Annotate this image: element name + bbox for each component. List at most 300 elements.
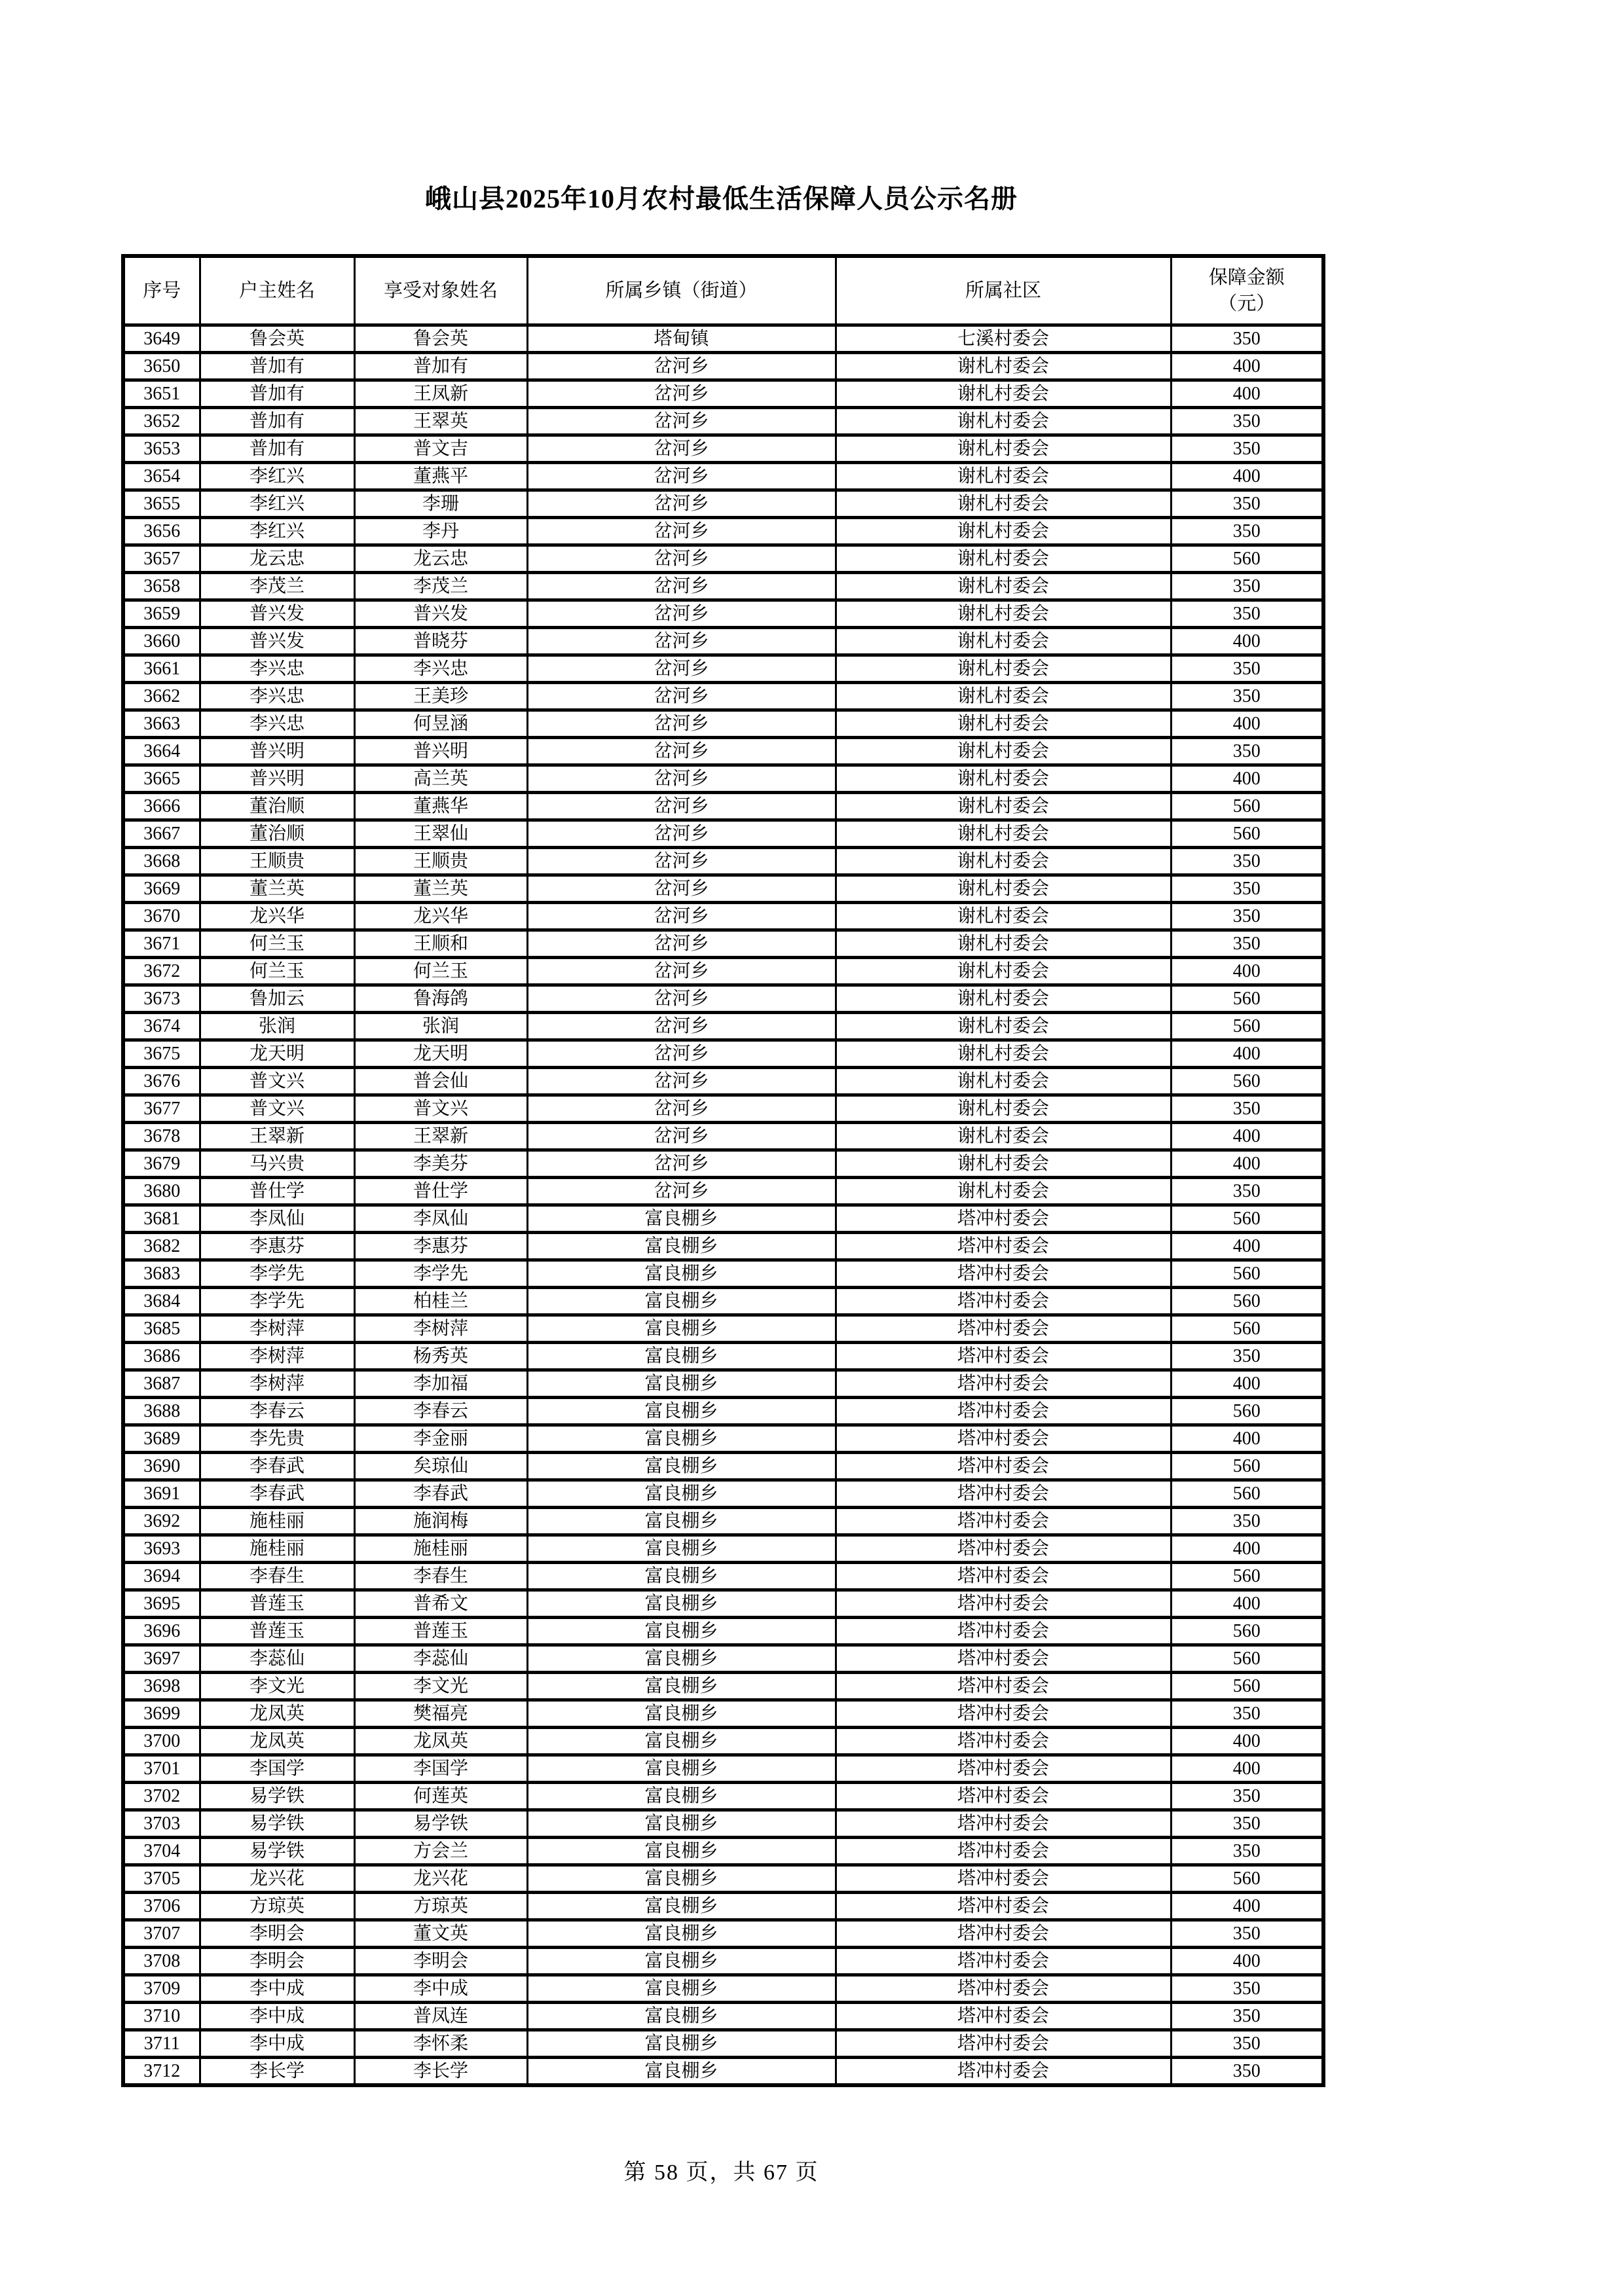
cell-community: 谢札村委会: [836, 1178, 1171, 1205]
cell-township: 岔河乡: [527, 875, 836, 903]
cell-serial: 3658: [123, 573, 200, 600]
cell-beneficiary-name: 易学铁: [354, 1810, 527, 1838]
table-row: [123, 518, 1323, 545]
cell-serial: 3652: [123, 408, 200, 435]
cell-amount: 350: [1171, 738, 1323, 765]
cell-beneficiary-name: 李中成: [354, 1975, 527, 2003]
cell-beneficiary-name: 王凤新: [354, 380, 527, 408]
cell-amount: 350: [1171, 903, 1323, 930]
cell-amount: 400: [1171, 1590, 1323, 1618]
cell-amount: 350: [1171, 435, 1323, 463]
cell-household-head-name: 施桂丽: [200, 1535, 354, 1563]
cell-community: 谢札村委会: [836, 683, 1171, 710]
cell-beneficiary-name: 李兴忠: [354, 655, 527, 683]
cell-township: 岔河乡: [527, 1150, 836, 1178]
cell-beneficiary-name: 董文英: [354, 1920, 527, 1948]
header-beneficiary-name: 享受对象姓名: [354, 256, 527, 325]
cell-township: 岔河乡: [527, 1068, 836, 1095]
cell-beneficiary-name: 李珊: [354, 490, 527, 518]
cell-township: 岔河乡: [527, 793, 836, 820]
cell-household-head-name: 普仕学: [200, 1178, 354, 1205]
cell-amount: 400: [1171, 1123, 1323, 1150]
table-row: [123, 1645, 1323, 1673]
cell-community: 塔冲村委会: [836, 1233, 1171, 1260]
cell-township: 富良棚乡: [527, 2058, 836, 2086]
cell-household-head-name: 李兴忠: [200, 683, 354, 710]
cell-township: 岔河乡: [527, 683, 836, 710]
table-row: [123, 1838, 1323, 1865]
table-row: [123, 1150, 1323, 1178]
cell-serial: 3649: [123, 325, 200, 353]
cell-beneficiary-name: 龙兴华: [354, 903, 527, 930]
cell-township: 岔河乡: [527, 1178, 836, 1205]
cell-serial: 3666: [123, 793, 200, 820]
cell-beneficiary-name: 何兰玉: [354, 958, 527, 985]
header-household-head-name: 户主姓名: [200, 256, 354, 325]
cell-community: 塔冲村委会: [836, 1563, 1171, 1590]
cell-serial: 3696: [123, 1618, 200, 1645]
cell-amount: 350: [1171, 2003, 1323, 2030]
cell-township: 富良棚乡: [527, 1453, 836, 1480]
cell-serial: 3686: [123, 1343, 200, 1370]
cell-township: 岔河乡: [527, 930, 836, 958]
cell-community: 谢札村委会: [836, 463, 1171, 490]
cell-township: 富良棚乡: [527, 1838, 836, 1865]
cell-community: 谢札村委会: [836, 490, 1171, 518]
cell-amount: 560: [1171, 793, 1323, 820]
cell-community: 塔冲村委会: [836, 1205, 1171, 1233]
cell-amount: 400: [1171, 380, 1323, 408]
cell-serial: 3663: [123, 710, 200, 738]
cell-serial: 3704: [123, 1838, 200, 1865]
cell-serial: 3659: [123, 600, 200, 628]
table-row: [123, 1893, 1323, 1920]
table-row: [123, 1370, 1323, 1398]
cell-community: 七溪村委会: [836, 325, 1171, 353]
cell-beneficiary-name: 矣琼仙: [354, 1453, 527, 1480]
table-row: [123, 1480, 1323, 1508]
cell-household-head-name: 何兰玉: [200, 958, 354, 985]
cell-township: 岔河乡: [527, 380, 836, 408]
cell-community: 塔冲村委会: [836, 1425, 1171, 1453]
document-content: [121, 182, 1321, 2186]
cell-amount: 350: [1171, 875, 1323, 903]
cell-serial: 3667: [123, 820, 200, 848]
cell-household-head-name: 普兴明: [200, 738, 354, 765]
table-row: [123, 1398, 1323, 1425]
cell-amount: 350: [1171, 848, 1323, 875]
cell-township: 岔河乡: [527, 985, 836, 1013]
cell-community: 谢札村委会: [836, 793, 1171, 820]
cell-amount: 350: [1171, 1700, 1323, 1728]
table-row: [123, 903, 1323, 930]
cell-community: 塔冲村委会: [836, 1865, 1171, 1893]
cell-amount: 400: [1171, 1728, 1323, 1755]
cell-community: 塔冲村委会: [836, 1535, 1171, 1563]
cell-serial: 3700: [123, 1728, 200, 1755]
cell-serial: 3664: [123, 738, 200, 765]
cell-community: 塔冲村委会: [836, 1673, 1171, 1700]
cell-beneficiary-name: 李惠芬: [354, 1233, 527, 1260]
cell-township: 岔河乡: [527, 958, 836, 985]
cell-amount: 560: [1171, 545, 1323, 573]
cell-township: 富良棚乡: [527, 1975, 836, 2003]
cell-community: 谢札村委会: [836, 1068, 1171, 1095]
cell-beneficiary-name: 方琼英: [354, 1893, 527, 1920]
cell-community: 塔冲村委会: [836, 1370, 1171, 1398]
cell-township: 岔河乡: [527, 435, 836, 463]
table-row: [123, 600, 1323, 628]
table-row: [123, 1315, 1323, 1343]
cell-amount: 350: [1171, 573, 1323, 600]
cell-township: 富良棚乡: [527, 1343, 836, 1370]
cell-beneficiary-name: 王翠仙: [354, 820, 527, 848]
cell-beneficiary-name: 普晓芬: [354, 628, 527, 655]
cell-beneficiary-name: 李怀柔: [354, 2030, 527, 2058]
cell-community: 塔冲村委会: [836, 2058, 1171, 2086]
cell-household-head-name: 李红兴: [200, 463, 354, 490]
cell-community: 塔冲村委会: [836, 1893, 1171, 1920]
cell-household-head-name: 李树萍: [200, 1315, 354, 1343]
cell-township: 岔河乡: [527, 1095, 836, 1123]
cell-household-head-name: 李凤仙: [200, 1205, 354, 1233]
table-row: [123, 573, 1323, 600]
cell-township: 富良棚乡: [527, 1700, 836, 1728]
cell-serial: 3675: [123, 1040, 200, 1068]
cell-serial: 3654: [123, 463, 200, 490]
cell-serial: 3691: [123, 1480, 200, 1508]
cell-household-head-name: 龙天明: [200, 1040, 354, 1068]
cell-township: 富良棚乡: [527, 1755, 836, 1783]
cell-beneficiary-name: 何莲英: [354, 1783, 527, 1810]
cell-amount: 400: [1171, 1535, 1323, 1563]
cell-household-head-name: 普兴明: [200, 765, 354, 793]
table-row: [123, 848, 1323, 875]
table-row: [123, 1068, 1323, 1095]
cell-community: 塔冲村委会: [836, 1755, 1171, 1783]
cell-amount: 560: [1171, 1563, 1323, 1590]
cell-serial: 3692: [123, 1508, 200, 1535]
cell-beneficiary-name: 普仕学: [354, 1178, 527, 1205]
cell-township: 富良棚乡: [527, 1563, 836, 1590]
cell-township: 富良棚乡: [527, 1535, 836, 1563]
cell-household-head-name: 李春武: [200, 1453, 354, 1480]
cell-amount: 350: [1171, 1838, 1323, 1865]
header-amount-line1: 保障金额: [1208, 267, 1285, 288]
cell-township: 岔河乡: [527, 573, 836, 600]
cell-beneficiary-name: 董兰英: [354, 875, 527, 903]
cell-beneficiary-name: 鲁会英: [354, 325, 527, 353]
cell-household-head-name: 李兴忠: [200, 655, 354, 683]
table-row: [123, 1233, 1323, 1260]
cell-household-head-name: 王翠新: [200, 1123, 354, 1150]
cell-serial: 3693: [123, 1535, 200, 1563]
cell-beneficiary-name: 普文吉: [354, 435, 527, 463]
cell-serial: 3678: [123, 1123, 200, 1150]
cell-serial: 3709: [123, 1975, 200, 2003]
cell-community: 塔冲村委会: [836, 1948, 1171, 1975]
cell-serial: 3695: [123, 1590, 200, 1618]
table-row: [123, 930, 1323, 958]
cell-serial: 3711: [123, 2030, 200, 2058]
cell-amount: 350: [1171, 1508, 1323, 1535]
cell-household-head-name: 龙凤英: [200, 1700, 354, 1728]
cell-beneficiary-name: 普希文: [354, 1590, 527, 1618]
cell-amount: 350: [1171, 930, 1323, 958]
cell-amount: 350: [1171, 518, 1323, 545]
cell-serial: 3681: [123, 1205, 200, 1233]
cell-household-head-name: 李兴忠: [200, 710, 354, 738]
table-row: [123, 875, 1323, 903]
cell-household-head-name: 普加有: [200, 353, 354, 380]
cell-community: 塔冲村委会: [836, 1590, 1171, 1618]
table-row: [123, 628, 1323, 655]
cell-serial: 3655: [123, 490, 200, 518]
cell-beneficiary-name: 杨秀英: [354, 1343, 527, 1370]
cell-community: 塔冲村委会: [836, 1700, 1171, 1728]
cell-community: 谢札村委会: [836, 1150, 1171, 1178]
cell-township: 岔河乡: [527, 1013, 836, 1040]
cell-serial: 3698: [123, 1673, 200, 1700]
table-row: [123, 1563, 1323, 1590]
table-row: [123, 1040, 1323, 1068]
cell-amount: 350: [1171, 683, 1323, 710]
cell-beneficiary-name: 李凤仙: [354, 1205, 527, 1233]
cell-community: 谢札村委会: [836, 1123, 1171, 1150]
cell-household-head-name: 李文光: [200, 1673, 354, 1700]
cell-amount: 400: [1171, 958, 1323, 985]
cell-serial: 3650: [123, 353, 200, 380]
cell-township: 富良棚乡: [527, 1728, 836, 1755]
cell-serial: 3684: [123, 1288, 200, 1315]
cell-township: 富良棚乡: [527, 2030, 836, 2058]
cell-township: 富良棚乡: [527, 1590, 836, 1618]
cell-amount: 560: [1171, 1205, 1323, 1233]
cell-beneficiary-name: 龙兴花: [354, 1865, 527, 1893]
cell-community: 塔冲村委会: [836, 1728, 1171, 1755]
cell-township: 富良棚乡: [527, 1508, 836, 1535]
cell-community: 谢札村委会: [836, 710, 1171, 738]
cell-amount: 350: [1171, 1095, 1323, 1123]
cell-community: 谢札村委会: [836, 875, 1171, 903]
cell-amount: 350: [1171, 490, 1323, 518]
table-row: [123, 765, 1323, 793]
cell-serial: 3661: [123, 655, 200, 683]
cell-community: 塔冲村委会: [836, 1838, 1171, 1865]
table-row: [123, 1178, 1323, 1205]
cell-serial: 3672: [123, 958, 200, 985]
cell-beneficiary-name: 李春云: [354, 1398, 527, 1425]
cell-beneficiary-name: 王翠英: [354, 408, 527, 435]
cell-serial: 3660: [123, 628, 200, 655]
cell-household-head-name: 张润: [200, 1013, 354, 1040]
cell-community: 谢札村委会: [836, 1013, 1171, 1040]
cell-beneficiary-name: 董燕平: [354, 463, 527, 490]
cell-beneficiary-name: 何昱涵: [354, 710, 527, 738]
cell-township: 富良棚乡: [527, 1865, 836, 1893]
cell-household-head-name: 鲁加云: [200, 985, 354, 1013]
table-body: [123, 325, 1323, 2086]
cell-amount: 560: [1171, 1260, 1323, 1288]
cell-household-head-name: 李树萍: [200, 1343, 354, 1370]
cell-household-head-name: 李惠芬: [200, 1233, 354, 1260]
cell-amount: 400: [1171, 628, 1323, 655]
cell-township: 塔甸镇: [527, 325, 836, 353]
cell-household-head-name: 普文兴: [200, 1095, 354, 1123]
cell-amount: 400: [1171, 353, 1323, 380]
cell-household-head-name: 李红兴: [200, 490, 354, 518]
cell-household-head-name: 龙云忠: [200, 545, 354, 573]
cell-beneficiary-name: 普文兴: [354, 1095, 527, 1123]
table-row: [123, 710, 1323, 738]
table-row: [123, 1975, 1323, 2003]
cell-community: 谢札村委会: [836, 655, 1171, 683]
cell-household-head-name: 普加有: [200, 380, 354, 408]
cell-beneficiary-name: 李春生: [354, 1563, 527, 1590]
cell-township: 富良棚乡: [527, 1288, 836, 1315]
cell-township: 岔河乡: [527, 820, 836, 848]
cell-beneficiary-name: 李蕊仙: [354, 1645, 527, 1673]
cell-community: 塔冲村委会: [836, 2003, 1171, 2030]
cell-township: 富良棚乡: [527, 1233, 836, 1260]
cell-community: 塔冲村委会: [836, 1480, 1171, 1508]
cell-amount: 350: [1171, 1810, 1323, 1838]
cell-serial: 3680: [123, 1178, 200, 1205]
cell-household-head-name: 何兰玉: [200, 930, 354, 958]
cell-beneficiary-name: 普会仙: [354, 1068, 527, 1095]
cell-serial: 3679: [123, 1150, 200, 1178]
cell-serial: 3688: [123, 1398, 200, 1425]
cell-household-head-name: 李中成: [200, 1975, 354, 2003]
table-row: [123, 738, 1323, 765]
cell-community: 谢札村委会: [836, 903, 1171, 930]
table-row: [123, 655, 1323, 683]
cell-serial: 3682: [123, 1233, 200, 1260]
cell-township: 富良棚乡: [527, 1618, 836, 1645]
table-row: [123, 1728, 1323, 1755]
cell-community: 塔冲村委会: [836, 1288, 1171, 1315]
cell-beneficiary-name: 龙云忠: [354, 545, 527, 573]
cell-serial: 3662: [123, 683, 200, 710]
cell-beneficiary-name: 李国学: [354, 1755, 527, 1783]
table-row: [123, 1535, 1323, 1563]
table-row: [123, 1453, 1323, 1480]
cell-township: 岔河乡: [527, 1040, 836, 1068]
cell-serial: 3706: [123, 1893, 200, 1920]
cell-household-head-name: 李学先: [200, 1260, 354, 1288]
cell-township: 岔河乡: [527, 655, 836, 683]
cell-beneficiary-name: 普兴明: [354, 738, 527, 765]
cell-beneficiary-name: 普莲玉: [354, 1618, 527, 1645]
cell-serial: 3710: [123, 2003, 200, 2030]
cell-beneficiary-name: 王顺贵: [354, 848, 527, 875]
cell-household-head-name: 李国学: [200, 1755, 354, 1783]
cell-serial: 3689: [123, 1425, 200, 1453]
cell-amount: 350: [1171, 1343, 1323, 1370]
page-number-footer: 第 58 页，共 67 页: [623, 2160, 819, 2185]
table-header: [123, 256, 1323, 325]
cell-amount: 400: [1171, 1370, 1323, 1398]
cell-beneficiary-name: 李丹: [354, 518, 527, 545]
cell-amount: 560: [1171, 1480, 1323, 1508]
cell-household-head-name: 李先贵: [200, 1425, 354, 1453]
cell-township: 岔河乡: [527, 408, 836, 435]
table-row: [123, 1123, 1323, 1150]
cell-township: 富良棚乡: [527, 1425, 836, 1453]
cell-township: 岔河乡: [527, 490, 836, 518]
cell-household-head-name: 李春生: [200, 1563, 354, 1590]
cell-amount: 400: [1171, 765, 1323, 793]
cell-beneficiary-name: 王美珍: [354, 683, 527, 710]
cell-township: 岔河乡: [527, 353, 836, 380]
cell-household-head-name: 龙兴花: [200, 1865, 354, 1893]
cell-community: 塔冲村委会: [836, 1315, 1171, 1343]
cell-community: 塔冲村委会: [836, 1783, 1171, 1810]
cell-beneficiary-name: 普凤连: [354, 2003, 527, 2030]
header-amount: [1171, 256, 1323, 325]
cell-township: 岔河乡: [527, 765, 836, 793]
cell-beneficiary-name: 董燕华: [354, 793, 527, 820]
table-row: [123, 1343, 1323, 1370]
cell-beneficiary-name: 李加福: [354, 1370, 527, 1398]
cell-amount: 350: [1171, 1975, 1323, 2003]
cell-household-head-name: 易学铁: [200, 1838, 354, 1865]
cell-amount: 560: [1171, 1398, 1323, 1425]
cell-township: 富良棚乡: [527, 1673, 836, 1700]
table-row: [123, 1865, 1323, 1893]
cell-amount: 400: [1171, 1893, 1323, 1920]
cell-amount: 560: [1171, 1618, 1323, 1645]
cell-beneficiary-name: 李美芬: [354, 1150, 527, 1178]
cell-amount: 560: [1171, 1453, 1323, 1480]
cell-township: 岔河乡: [527, 738, 836, 765]
cell-household-head-name: 李中成: [200, 2030, 354, 2058]
cell-household-head-name: 普莲玉: [200, 1618, 354, 1645]
table-row: [123, 463, 1323, 490]
cell-beneficiary-name: 王翠新: [354, 1123, 527, 1150]
cell-community: 谢札村委会: [836, 958, 1171, 985]
cell-township: 富良棚乡: [527, 1783, 836, 1810]
table-row: [123, 1508, 1323, 1535]
cell-household-head-name: 董兰英: [200, 875, 354, 903]
cell-township: 岔河乡: [527, 518, 836, 545]
cell-household-head-name: 董治顺: [200, 820, 354, 848]
cell-community: 塔冲村委会: [836, 1343, 1171, 1370]
cell-community: 谢札村委会: [836, 518, 1171, 545]
cell-household-head-name: 龙凤英: [200, 1728, 354, 1755]
cell-serial: 3701: [123, 1755, 200, 1783]
cell-community: 塔冲村委会: [836, 1975, 1171, 2003]
cell-township: 富良棚乡: [527, 1920, 836, 1948]
cell-community: 谢札村委会: [836, 600, 1171, 628]
table-row: [123, 380, 1323, 408]
cell-amount: 400: [1171, 1150, 1323, 1178]
cell-beneficiary-name: 李明会: [354, 1948, 527, 1975]
cell-amount: 560: [1171, 1288, 1323, 1315]
cell-community: 塔冲村委会: [836, 1398, 1171, 1425]
table-row: [123, 1095, 1323, 1123]
cell-beneficiary-name: 方会兰: [354, 1838, 527, 1865]
table-row: [123, 2030, 1323, 2058]
cell-community: 塔冲村委会: [836, 2030, 1171, 2058]
cell-beneficiary-name: 鲁海鸽: [354, 985, 527, 1013]
cell-amount: 560: [1171, 1013, 1323, 1040]
cell-serial: 3690: [123, 1453, 200, 1480]
cell-township: 富良棚乡: [527, 1370, 836, 1398]
table-row: [123, 1013, 1323, 1040]
cell-amount: 350: [1171, 1178, 1323, 1205]
cell-township: 富良棚乡: [527, 1810, 836, 1838]
